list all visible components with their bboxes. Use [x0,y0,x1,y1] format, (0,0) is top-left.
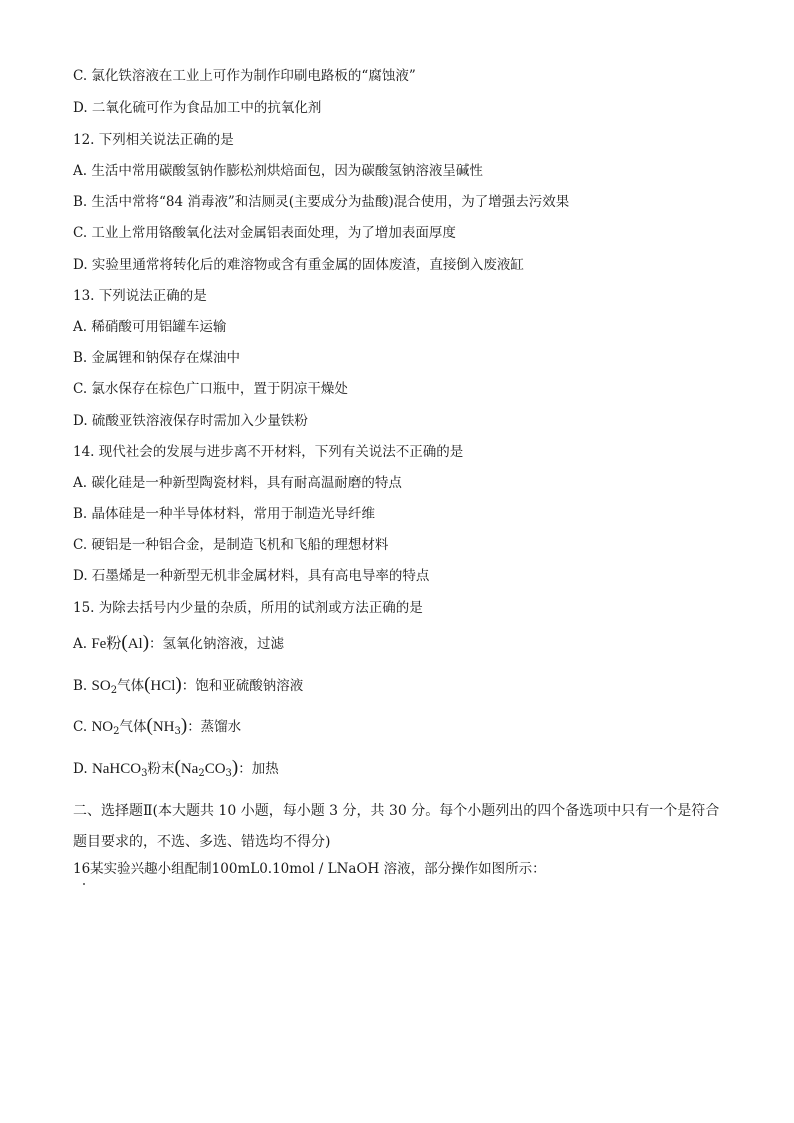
q13-option-b: B. 金属锂和钠保存在煤油中 [73,350,241,366]
q13-option-c: C. 氯水保存在棕色广口瓶中，置于阴凉干燥处 [73,381,348,397]
q14-stem: 14. 现代社会的发展与进步离不开材料，下列有关说法不正确的是 [73,444,464,460]
q14-option-a: A. 碳化硅是一种新型陶瓷材料，具有耐高温耐磨的特点 [73,475,402,491]
close-paren: ) [175,674,182,695]
option-letter: C. [73,719,88,735]
q15-option-a [73,634,284,653]
option-letter: A. [73,636,88,652]
main-substance: Fe粉 [91,636,122,652]
impurity: HCl [150,678,176,694]
open-paren: ( [146,715,153,736]
impurity-part-a: Na [180,761,199,777]
q12-stem: 12. 下列相关说法正确的是 [73,132,234,148]
option-letter: B. [73,678,88,694]
method: ：氢氧化钠溶液，过滤 [149,636,285,652]
impurity-subscript: 3 [174,726,181,737]
q16-stem: 16某实验兴趣小组配制100mL0.10mol / LNaOH 溶液，部分操作如图所示： [73,861,546,877]
impurity-formula: NH [152,719,175,735]
q12-option-d: D. 实验里通常将转化后的难溶物或含有重金属的固体废渣，直接倒入废液缸 [73,257,524,273]
main-formula: NaHCO [91,761,142,777]
q14-option-b: B. 晶体硅是一种半导体材料，常用于制造光导纤维 [73,506,376,522]
q15-stem: 15. 为除去括号内少量的杂质，所用的试剂或方法正确的是 [73,600,423,616]
q12-option-c: C. 工业上常用铬酸氧化法对金属铝表面处理，为了增加表面厚度 [73,225,456,241]
impurity-part-b: CO [204,761,226,777]
method: ：蒸馏水 [187,719,242,735]
q13-stem: 13. 下列说法正确的是 [73,288,207,304]
q12-option-a: A. 生活中常用碳酸氢钠作膨松剂烘焙面包，因为碳酸氢钠溶液呈碱性 [73,163,483,179]
open-paren: ( [144,674,151,695]
q15-option-b [73,676,303,700]
q11-option-c: C. 氯化铁溶液在工业上可作为制作印刷电路板的“腐蚀液” [73,68,416,84]
main-formula: SO [91,678,111,694]
q11-option-d: D. 二氧化硫可作为食品加工中的抗氧化剂 [73,100,322,116]
main-suffix: 气体 [117,678,145,694]
main-suffix: 粉末 [147,761,175,777]
close-paren: ) [231,757,239,778]
q14-option-c: C. 硬铝是一种铝合金，是制造飞机和飞船的理想材料 [73,537,389,553]
main-subscript: 3 [141,768,148,779]
open-paren: ( [121,632,128,653]
main-formula: NO [91,719,114,735]
q15-option-c [73,717,241,741]
method: ：加热 [238,761,279,777]
impurity-part-b-subscript: 3 [225,768,232,779]
option-letter: D. [73,761,88,777]
main-suffix: 气体 [119,719,147,735]
q12-option-b: B. 生活中常将“84 消毒液”和洁厕灵(主要成分为盐酸)混合使用，为了增强去污效果 [73,194,570,210]
q14-option-d: D. 石墨烯是一种新型无机非金属材料，具有高电导率的特点 [73,568,430,584]
main-subscript: 2 [110,685,118,696]
q15-option-d [73,759,279,783]
method: ：饱和亚硫酸钠溶液 [181,678,304,694]
close-paren: ) [180,715,188,736]
q13-option-a: A. 稀硝酸可用铝罐车运输 [73,319,227,335]
main-subscript: 2 [113,726,120,737]
open-paren: ( [174,757,181,778]
stray-mark [83,883,85,885]
impurity-part-a-subscript: 2 [198,768,205,779]
q13-option-d: D. 硫酸亚铁溶液保存时需加入少量铁粉 [73,413,308,429]
section-2-header: 二、选择题Ⅱ(本大题共 10 小题，每小题 3 分，共 30 分。每个小题列出的四个备选项中只有一个是符合题目要求的，不选、多选、错选均不得分) [73,803,720,850]
impurity: Al [127,636,143,652]
close-paren: ) [142,632,150,653]
